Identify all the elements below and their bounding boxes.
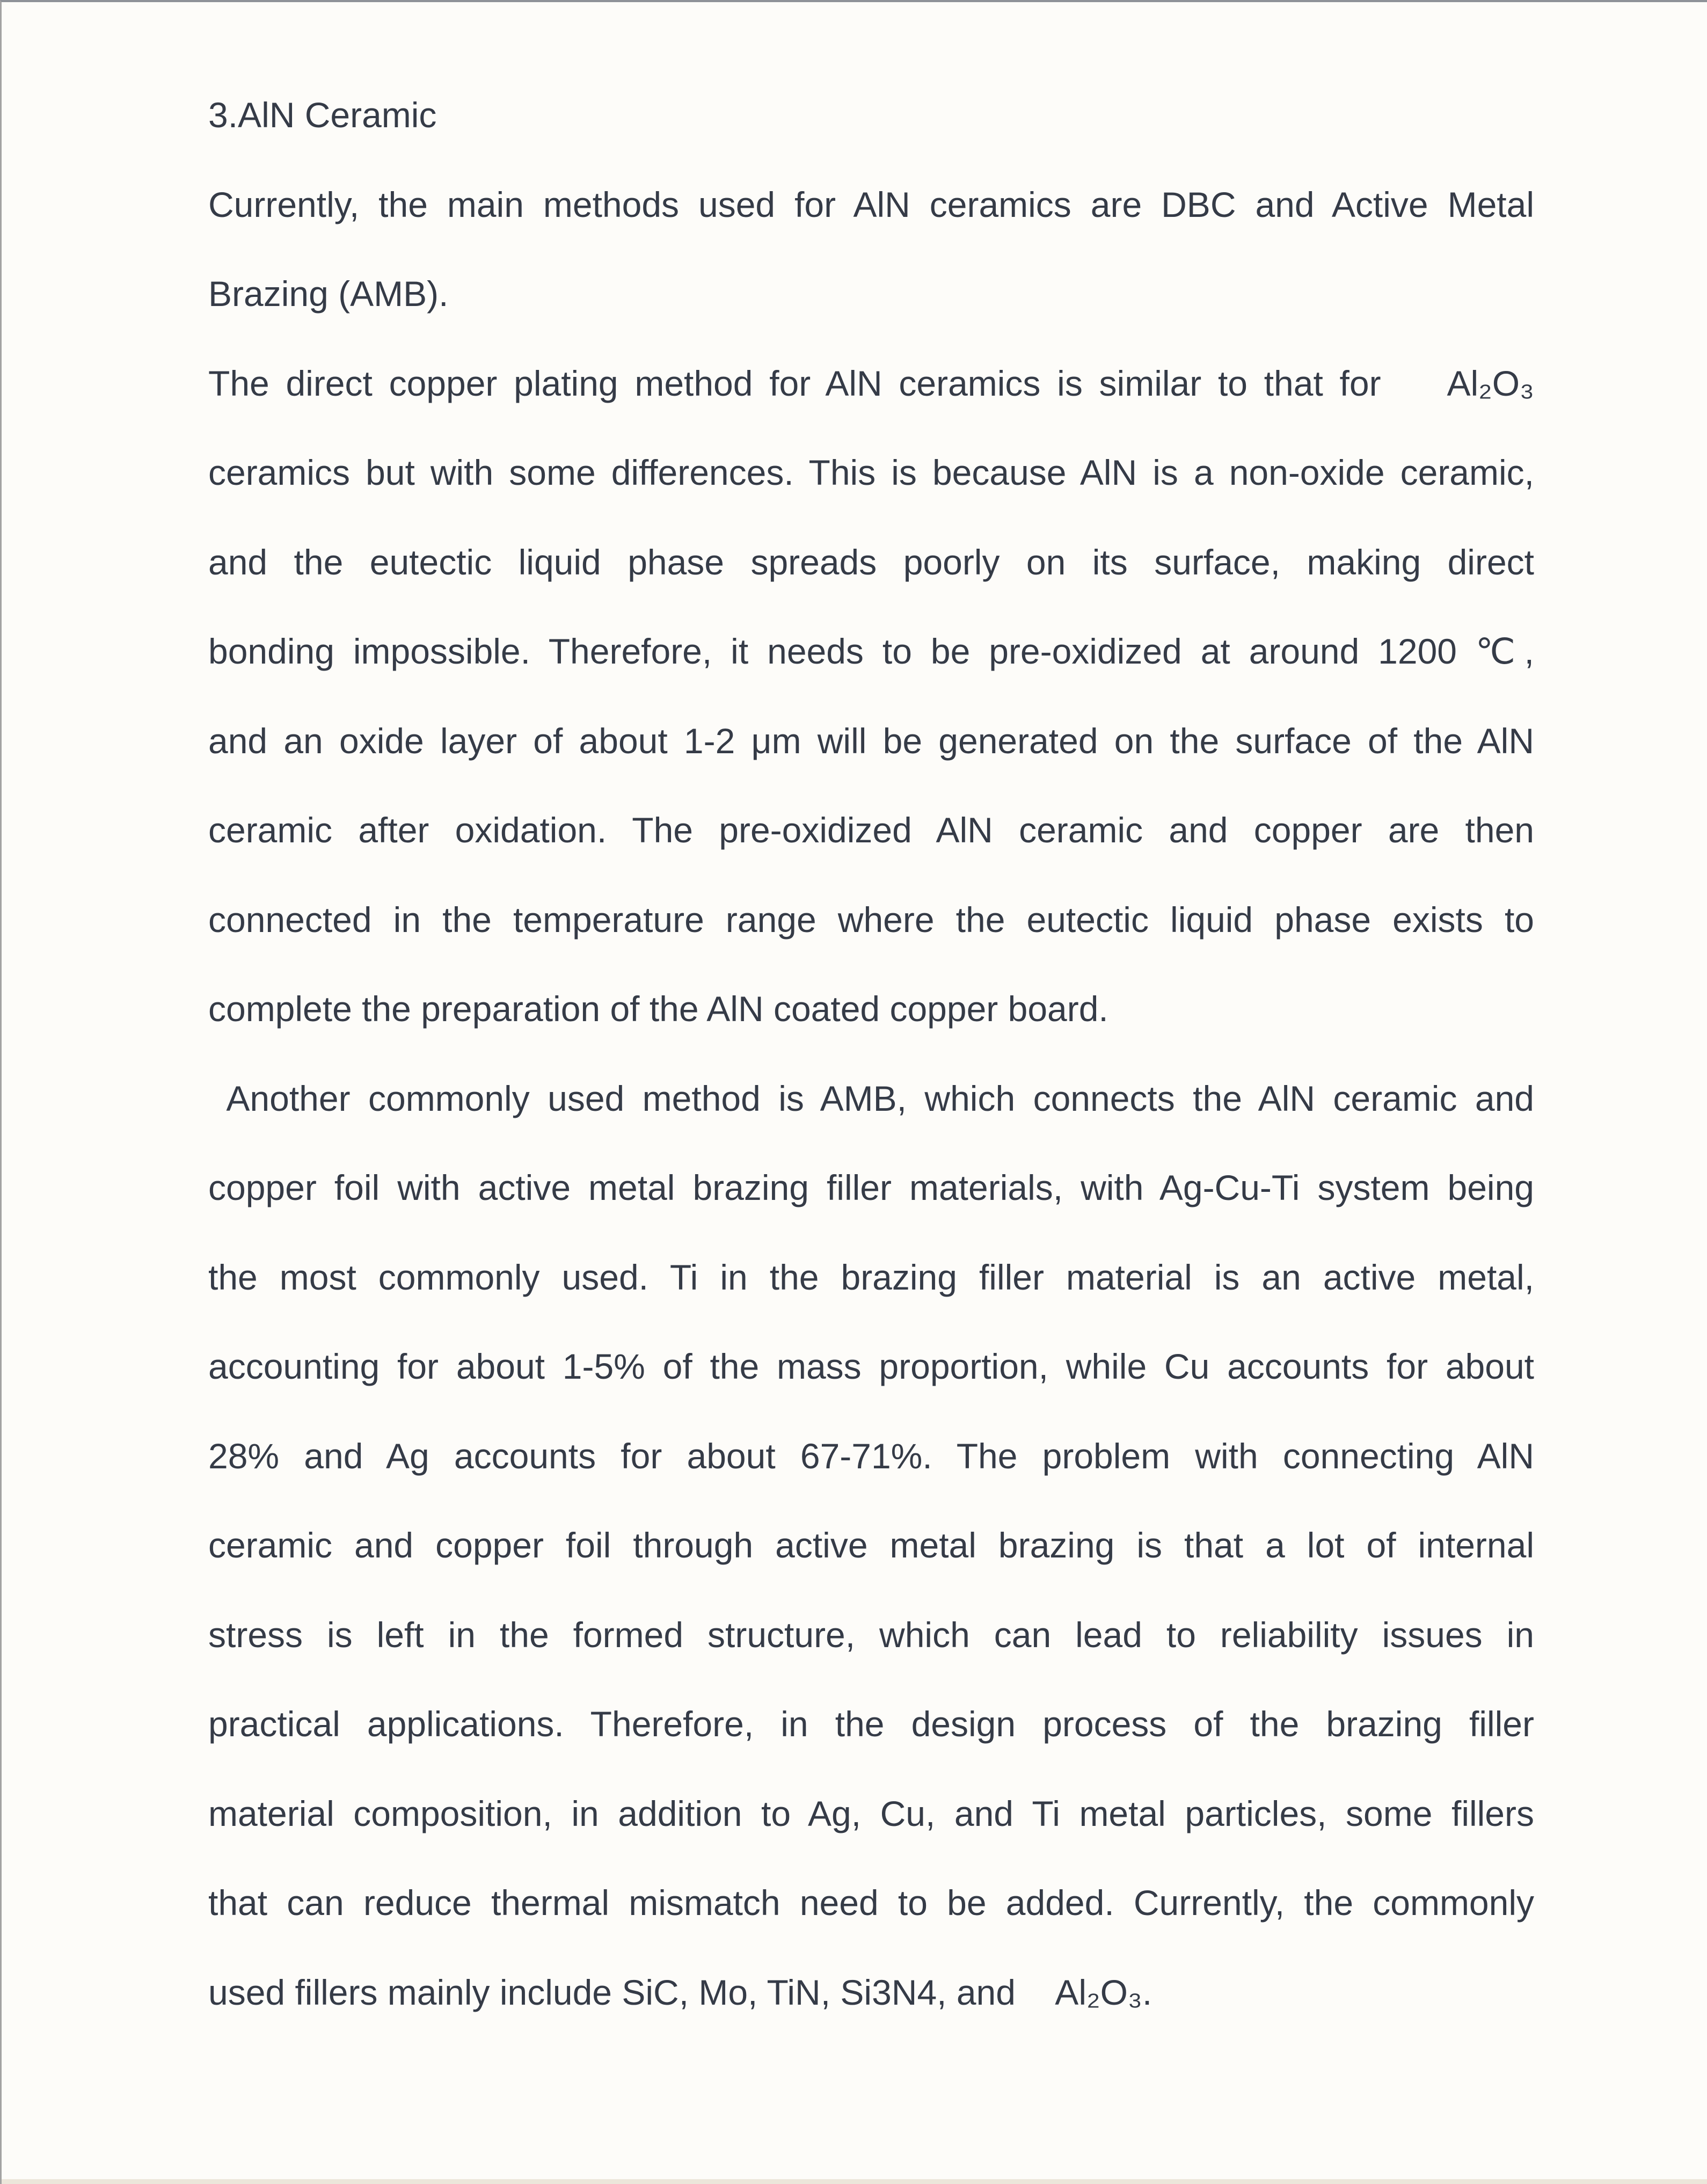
- text-line: bonding impossible. Therefore, it needs to be pre-oxidized at around 1200 ℃,: [208, 631, 1534, 671]
- text-line: stress is left in the formed structure, which can lead to reliability issues in: [208, 1614, 1534, 1655]
- text-line: complete the preparation of the AlN coated copper board.: [208, 989, 1108, 1029]
- page-bottom-edge: [2, 2179, 1707, 2184]
- text-line: connected in the temperature range where the eutectic liquid phase exists to: [208, 899, 1534, 940]
- text-line: used fillers mainly include SiC, Mo, TiN, Si3N4, and Al₂O₃.: [208, 1972, 1152, 2012]
- text-line: that can reduce thermal mismatch need to be added. Currently, the commonly: [208, 1883, 1534, 1923]
- document-heading-line: 3.AlN Ceramic: [208, 95, 437, 135]
- text-line: 28% and Ag accounts for about 67-71%. The problem with connecting AlN: [208, 1436, 1534, 1476]
- text-line: The direct copper plating method for AlN ceramics is similar to that for Al₂O₃: [208, 363, 1534, 403]
- text-line: ceramic after oxidation. The pre-oxidized AlN ceramic and copper are then: [208, 810, 1534, 850]
- text-line: accounting for about 1-5% of the mass proportion, while Cu accounts for about: [208, 1346, 1534, 1386]
- text-line: ceramic and copper foil through active metal brazing is that a lot of internal: [208, 1525, 1534, 1565]
- text-line: and the eutectic liquid phase spreads poorly on its surface, making direct: [208, 542, 1534, 582]
- text-line: Another commonly used method is AMB, which connects the AlN ceramic and: [208, 1078, 1534, 1118]
- text-line: Currently, the main methods used for AlN ceramics are DBC and Active Metal: [208, 184, 1534, 224]
- text-line: copper foil with active metal brazing filler materials, with Ag-Cu-Ti system being: [208, 1168, 1534, 1207]
- document-text-block: [208, 70, 1534, 2037]
- text-line: material composition, in addition to Ag, Cu, and Ti metal particles, some fillers: [208, 1793, 1534, 1833]
- text-line: the most commonly used. Ti in the brazing filler material is an active metal,: [208, 1257, 1534, 1297]
- text-line: and an oxide layer of about 1-2 μm will be generated on the surface of the AlN: [208, 720, 1534, 761]
- text-line: ceramics but with some differences. This is because AlN is a non-oxide ceramic,: [208, 453, 1534, 492]
- text-line: Brazing (AMB).: [208, 274, 449, 314]
- text-line: practical applications. Therefore, in the design process of the brazing filler: [208, 1704, 1534, 1744]
